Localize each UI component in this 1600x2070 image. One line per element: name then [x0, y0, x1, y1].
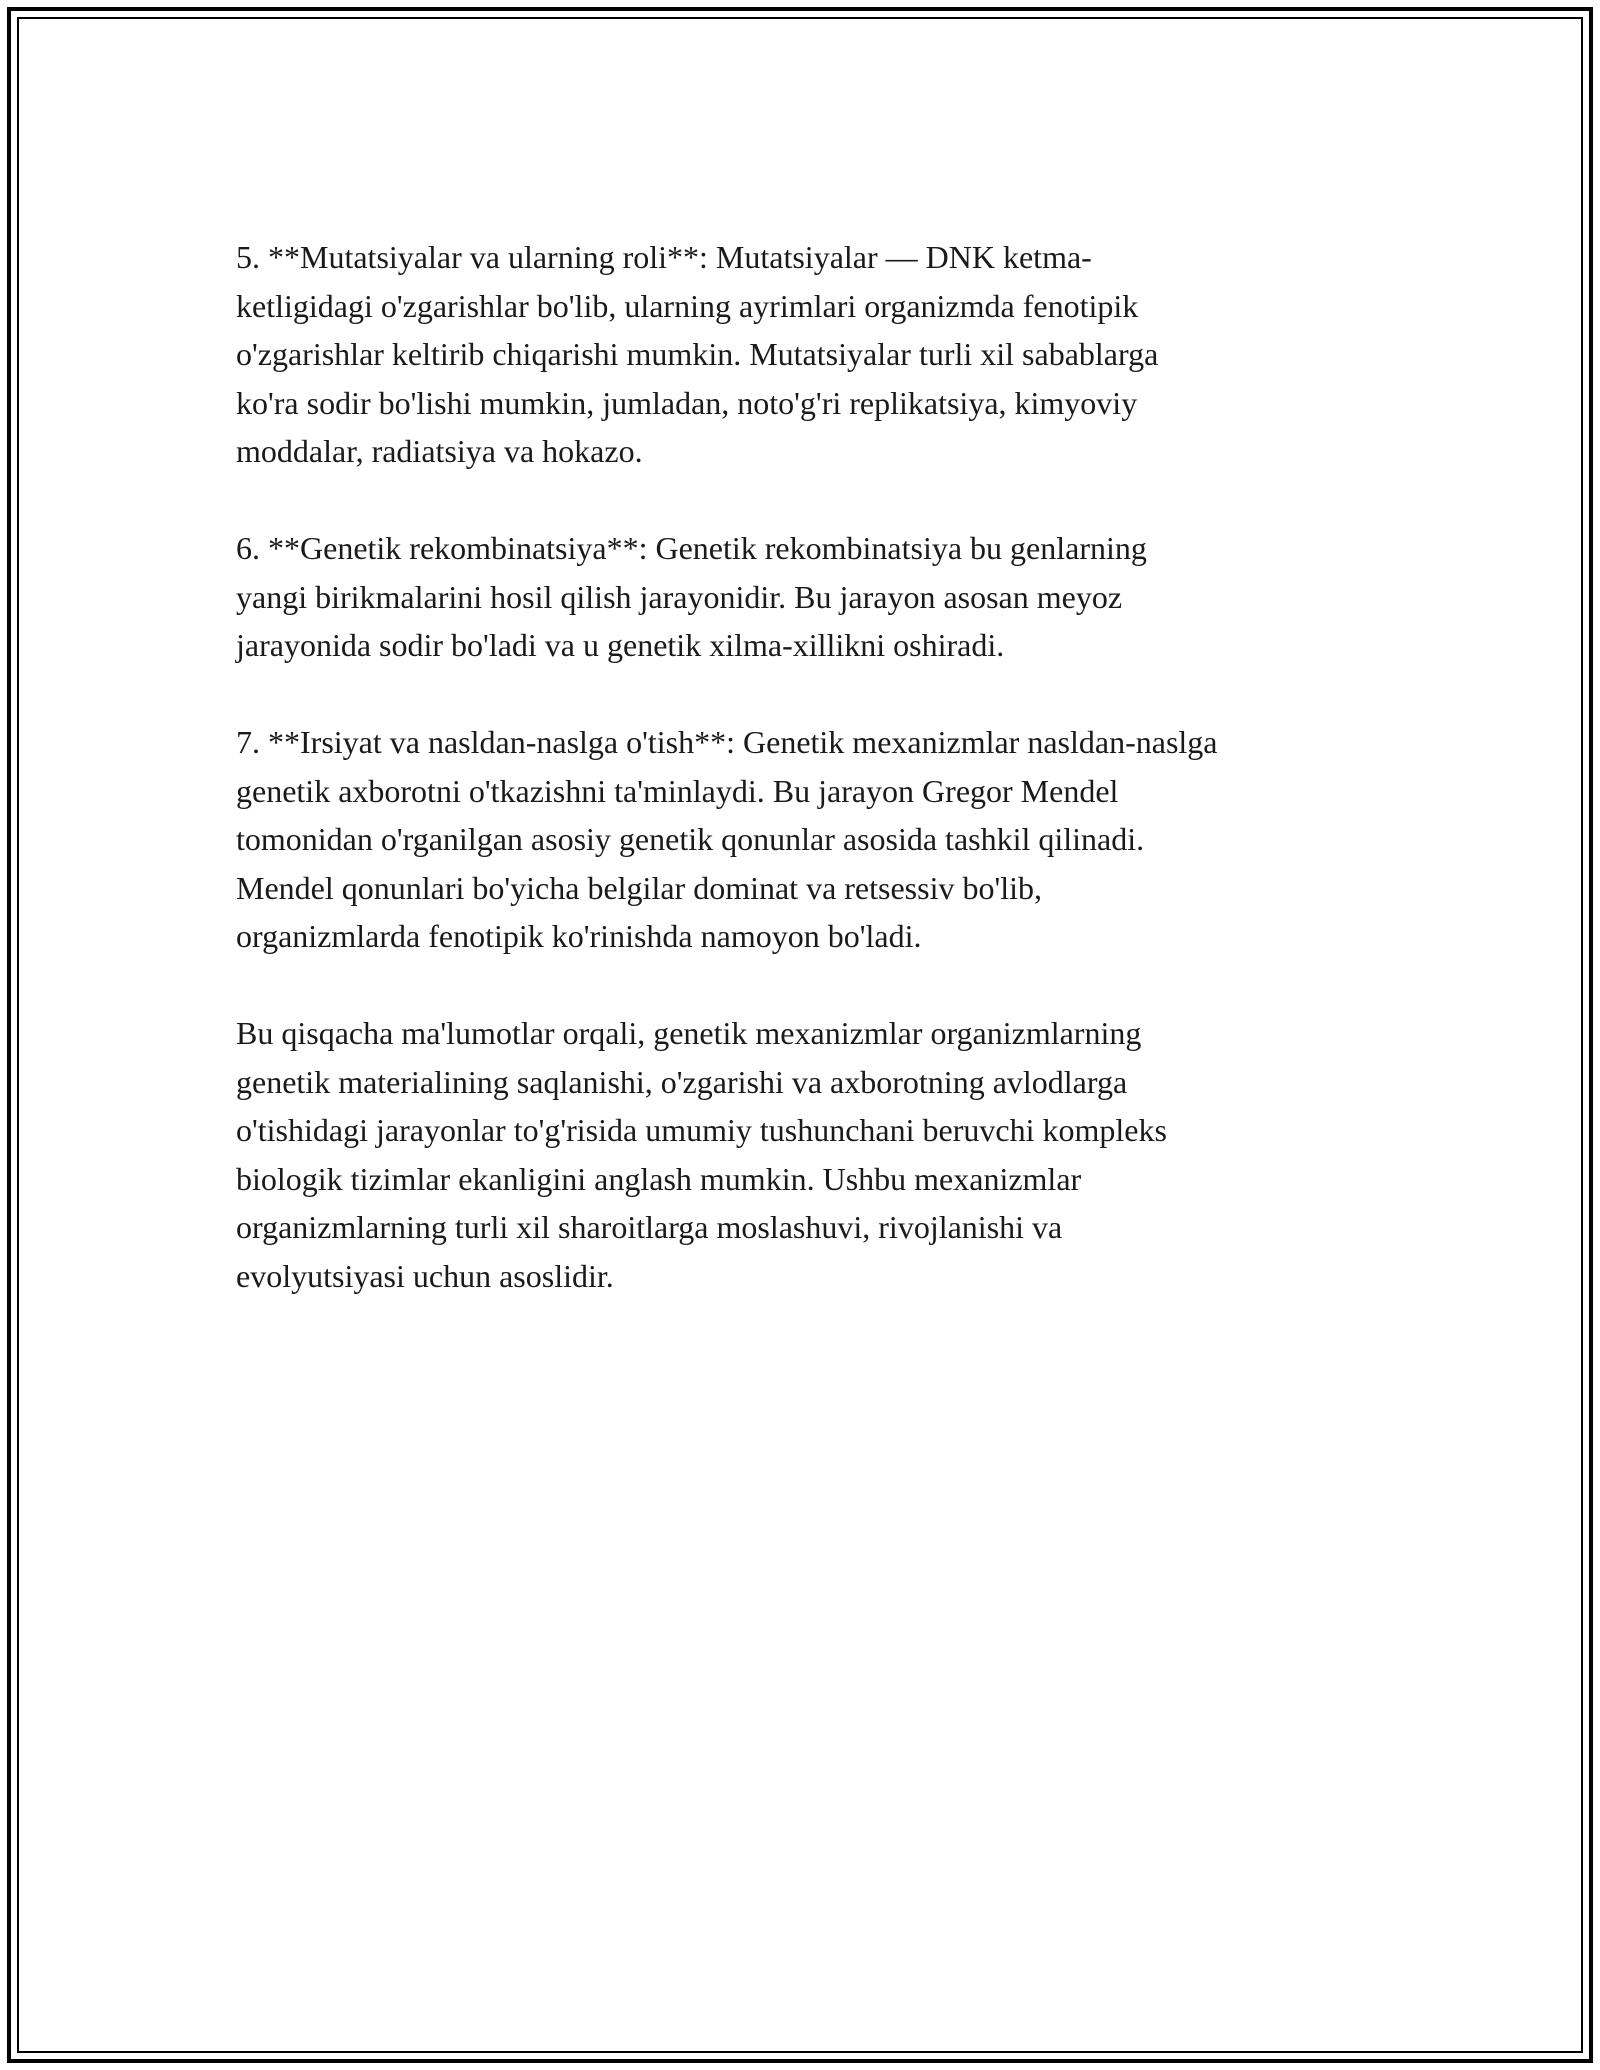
- text-line: tomonidan o'rganilgan asosiy genetik qonunlar asosida tashkil qilinadi.: [236, 821, 1145, 857]
- text-line: 7. **Irsiyat va nasldan-naslga o'tish**: Genetik mexanizmlar nasldan-naslga: [236, 724, 1218, 760]
- paragraph-conclusion: [236, 1009, 1376, 1300]
- text-line: genetik materialining saqlanishi, o'zgarishi va axborotning avlodlarga: [236, 1063, 1128, 1100]
- text-line: Mendel qonunlari bo'yicha belgilar dominat va retsessiv bo'lib,: [236, 869, 1043, 906]
- paragraph-heredity: [236, 718, 1376, 961]
- text-line: ketligidagi o'zgarishlar bo'lib, ularning ayrimlari organizmda fenotipik: [236, 287, 1139, 324]
- text-line: 6. **Genetik rekombinatsiya**: Genetik rekombinatsiya bu genlarning: [236, 530, 1147, 566]
- text-line: o'tishidagi jarayonlar to'g'risida umumiy tushunchani beruvchi kompleks: [236, 1112, 1167, 1148]
- text-line: Bu qisqacha ma'lumotlar orqali, genetik mexanizmlar organizmlarning: [236, 1015, 1142, 1051]
- text-line: organizmlarning turli xil sharoitlarga moslashuvi, rivojlanishi va: [236, 1209, 1063, 1245]
- text-line: ko'ra sodir bo'lishi mumkin, jumladan, noto'g'ri replikatsiya, kimyoviy: [236, 384, 1138, 421]
- text-line: genetik axborotni o'tkazishni ta'minlaydi. Bu jarayon Gregor Mendel: [236, 772, 1119, 809]
- text-line: 5. **Mutatsiyalar va ularning roli**: Mutatsiyalar — DNK ketma-: [236, 239, 1092, 275]
- text-line: moddalar, radiatsiya va hokazo.: [236, 433, 643, 469]
- text-line: evolyutsiyasi uchun asoslidir.: [236, 1257, 614, 1294]
- text-line: jarayonida sodir bo'ladi va u genetik xilma-xillikni oshiradi.: [236, 627, 1005, 663]
- text-line: yangi birikmalarini hosil qilish jarayonidir. Bu jarayon asosan meyoz: [236, 578, 1123, 615]
- document-body: [236, 233, 1376, 1349]
- paragraph-recombination: [236, 524, 1376, 670]
- text-line: o'zgarishlar keltirib chiqarishi mumkin. Mutatsiyalar turli xil sabablarga: [236, 336, 1159, 372]
- text-line: organizmlarda fenotipik ko'rinishda namoyon bo'ladi.: [236, 918, 922, 954]
- paragraph-mutations: [236, 233, 1376, 476]
- text-line: biologik tizimlar ekanligini anglash mumkin. Ushbu mexanizmlar: [236, 1160, 1082, 1197]
